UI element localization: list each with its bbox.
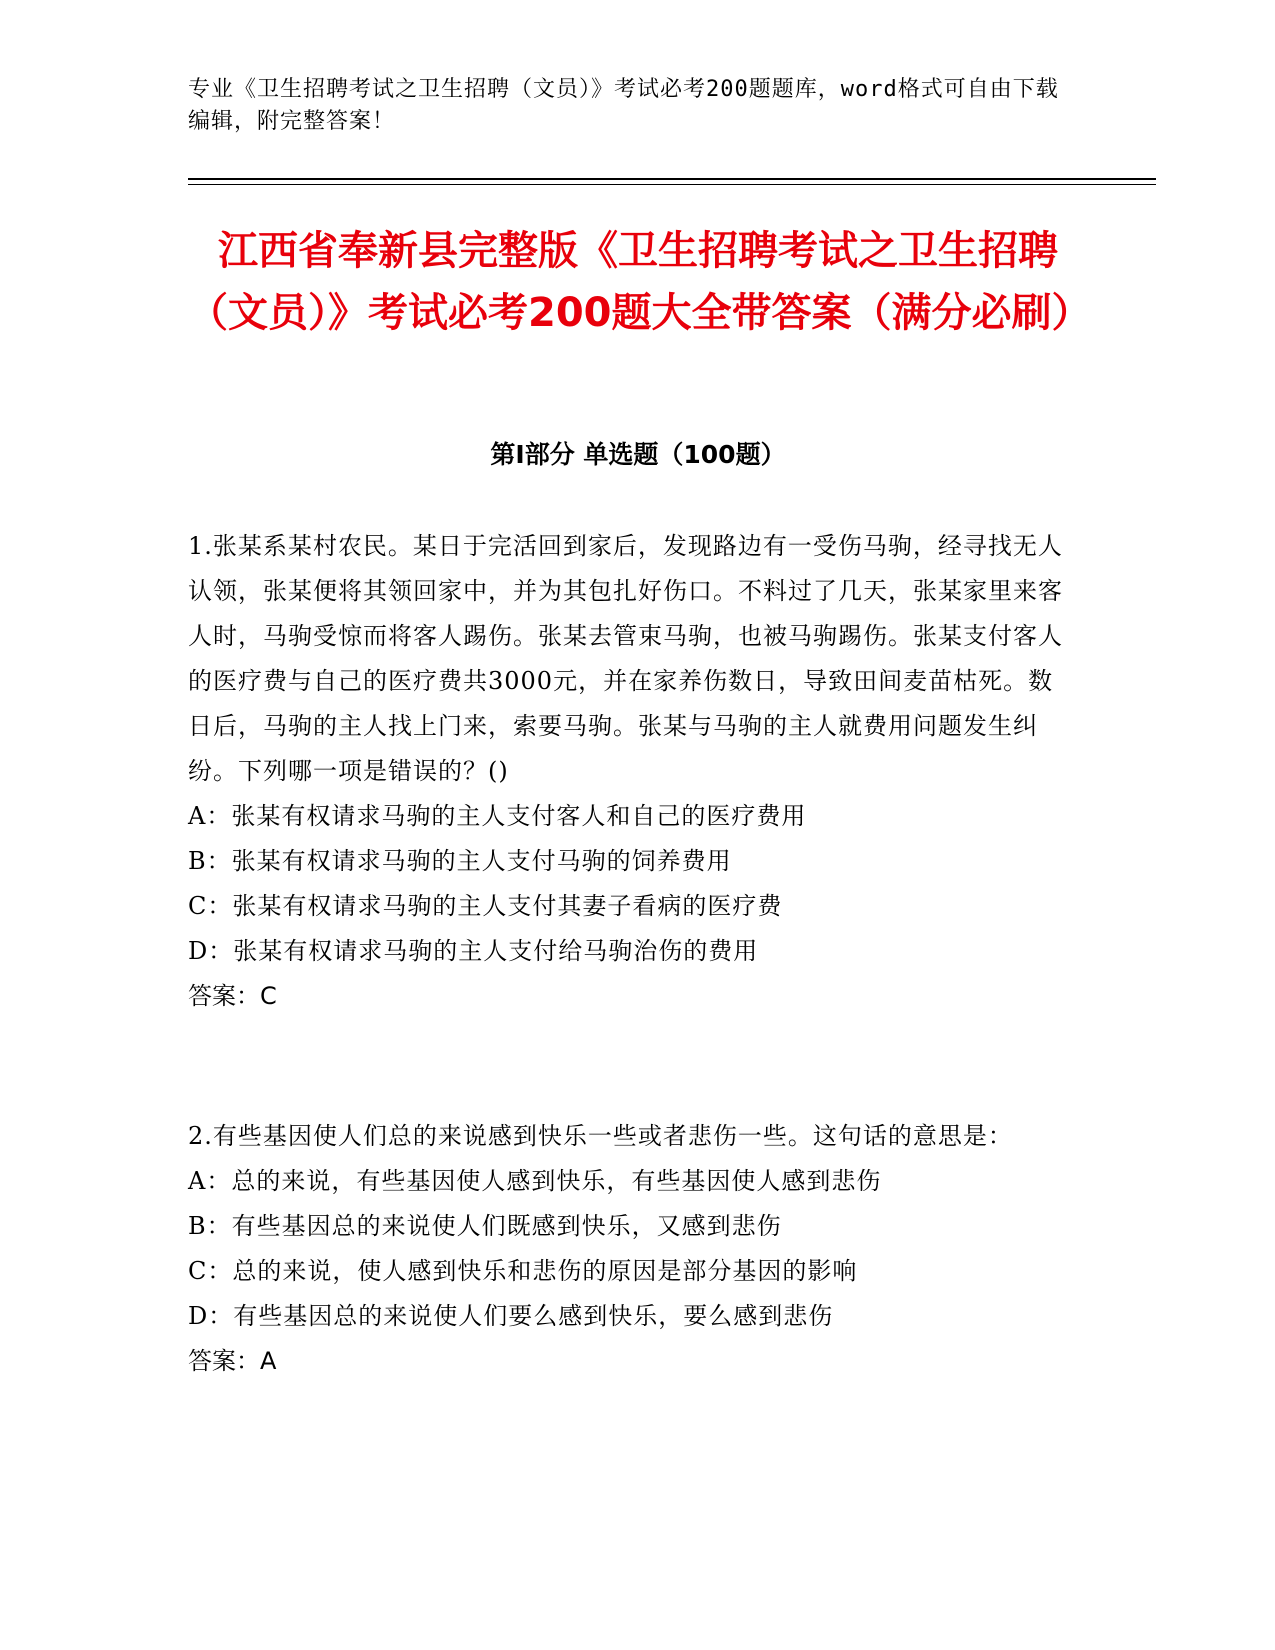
header-divider-thin (188, 184, 1156, 185)
section-title: 第Ⅰ部分 单选题（100题） (490, 440, 786, 469)
option-a: A：总的来说，有些基因使人感到快乐，有些基因使人感到悲伤 (188, 1167, 882, 1195)
header-note: 专业《卫生招聘考试之卫生招聘（文员）》考试必考200题题库，word格式可自由下载编辑，附完整答案！ (188, 77, 1059, 134)
answer-line: 答案：C (188, 982, 277, 1010)
document-title: 江西省奉新县完整版《卫生招聘考试之卫生招聘（文员）》考试必考200题大全带答案（满分必刷） (188, 228, 1092, 336)
option-d: D：有些基因总的来说使人们要么感到快乐，要么感到悲伤 (188, 1302, 834, 1330)
option-a: A：张某有权请求马驹的主人支付客人和自己的医疗费用 (188, 802, 807, 830)
question-stem: 2.有些基因使人们总的来说感到快乐一些或者悲伤一些。这句话的意思是： (188, 1122, 1013, 1150)
header-divider-thick (188, 178, 1156, 180)
question-block (188, 524, 1068, 1019)
option-b: B：张某有权请求马驹的主人支付马驹的饲养费用 (188, 847, 732, 875)
question-block (188, 1114, 1068, 1384)
option-c: C：张某有权请求马驹的主人支付其妻子看病的医疗费 (188, 892, 783, 920)
option-c: C：总的来说，使人感到快乐和悲伤的原因是部分基因的影响 (188, 1257, 858, 1285)
option-b: B：有些基因总的来说使人们既感到快乐，又感到悲伤 (188, 1212, 782, 1240)
question-stem: 1.张某系某村农民。某日于完活回到家后，发现路边有一受伤马驹，经寻找无人认领，张某便将其领回家中，并为其包扎好伤口。不料过了几天，张某家里来客人时，马驹受惊而将客人踢伤。张某去管束马驹，也被马驹踢伤。张某支付客人的医疗费与自己的医疗费共3000元，并在家养伤数日，导致田间麦苗枯死。数日后，马驹的主人找上门来，索要马驹。张某与马驹的主人就费用问题发生纠纷。下列哪一项是错误的？() (188, 532, 1063, 785)
answer-line: 答案：A (188, 1347, 277, 1375)
option-d: D：张某有权请求马驹的主人支付给马驹治伤的费用 (188, 937, 759, 965)
